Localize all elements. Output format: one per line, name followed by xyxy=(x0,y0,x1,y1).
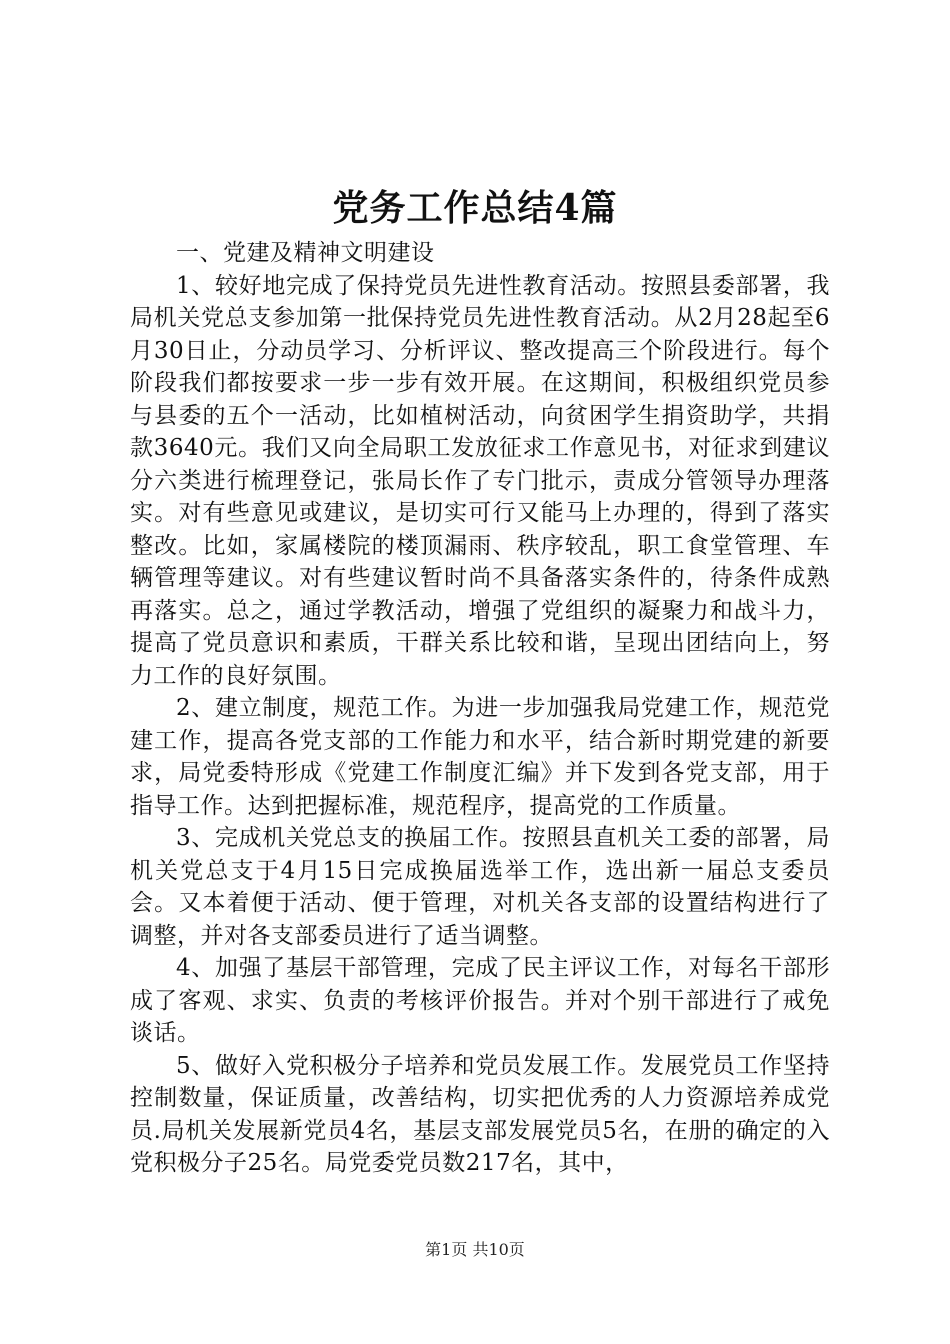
section-heading: 一、党建及精神文明建设 xyxy=(176,240,435,266)
paragraph-5: 5、做好入党积极分子培养和党员发展工作。发展党员工作坚持控制数量，保证质量，改善结构，切实把优秀的人力资源培养成党员.局机关发展新党员4名，基层支部发展党员5名，在册的确定的入党积极分子25名。局党委党员数217名，其中， xyxy=(130,1052,830,1176)
document-body xyxy=(130,237,830,1180)
document-title: 党务工作总结4篇 xyxy=(332,187,618,229)
paragraph-1: 1、较好地完成了保持党员先进性教育活动。按照县委部署，我局机关党总支参加第一批保持党员先进性教育活动。从2月28起至6月30日止，分动员学习、分析评议、整改提高三个阶段进行。每个阶段我们都按要求一步一步有效开展。在这期间，积极组织党员参与县委的五个一活动，比如植树活动，向贫困学生捐资助学，共捐款3640元。我们又向全局职工发放征求工作意见书，对征求到建议分六类进行梳理登记，张局长作了专门批示，责成分管领导办理落实。对有些意见或建议，是切实可行又能马上办理的，得到了落实整改。比如，家属楼院的楼顶漏雨、秩序较乱，职工食堂管理、车辆管理等建议。对有些建议暂时尚不具备落实条件的，待条件成熟再落实。总之，通过学教活动，增强了党组织的凝聚力和战斗力，提高了党员意识和素质，干群关系比较和谐，呈现出团结向上，努力工作的良好氛围。 xyxy=(130,272,830,689)
paragraph-4: 4、加强了基层干部管理，完成了民主评议工作，对每名干部形成了客观、求实、负责的考核评价报告。并对个别干部进行了戒免谈话。 xyxy=(130,955,830,1046)
paragraph-3: 3、完成机关党总支的换届工作。按照县直机关工委的部署，局机关党总支于4月15日完成换届选举工作，选出新一届总支委员会。又本着便于活动、便于管理，对机关各支部的设置结构进行了调整，并对各支部委员进行了适当调整。 xyxy=(130,825,830,949)
page-number-footer: 第1页 共10页 xyxy=(425,1240,525,1259)
paragraph-2: 2、建立制度，规范工作。为进一步加强我局党建工作，规范党建工作，提高各党支部的工作能力和水平，结合新时期党建的新要求，局党委特形成《党建工作制度汇编》并下发到各党支部，用于指导工作。达到把握标准，规范程序，提高党的工作质量。 xyxy=(130,695,830,819)
